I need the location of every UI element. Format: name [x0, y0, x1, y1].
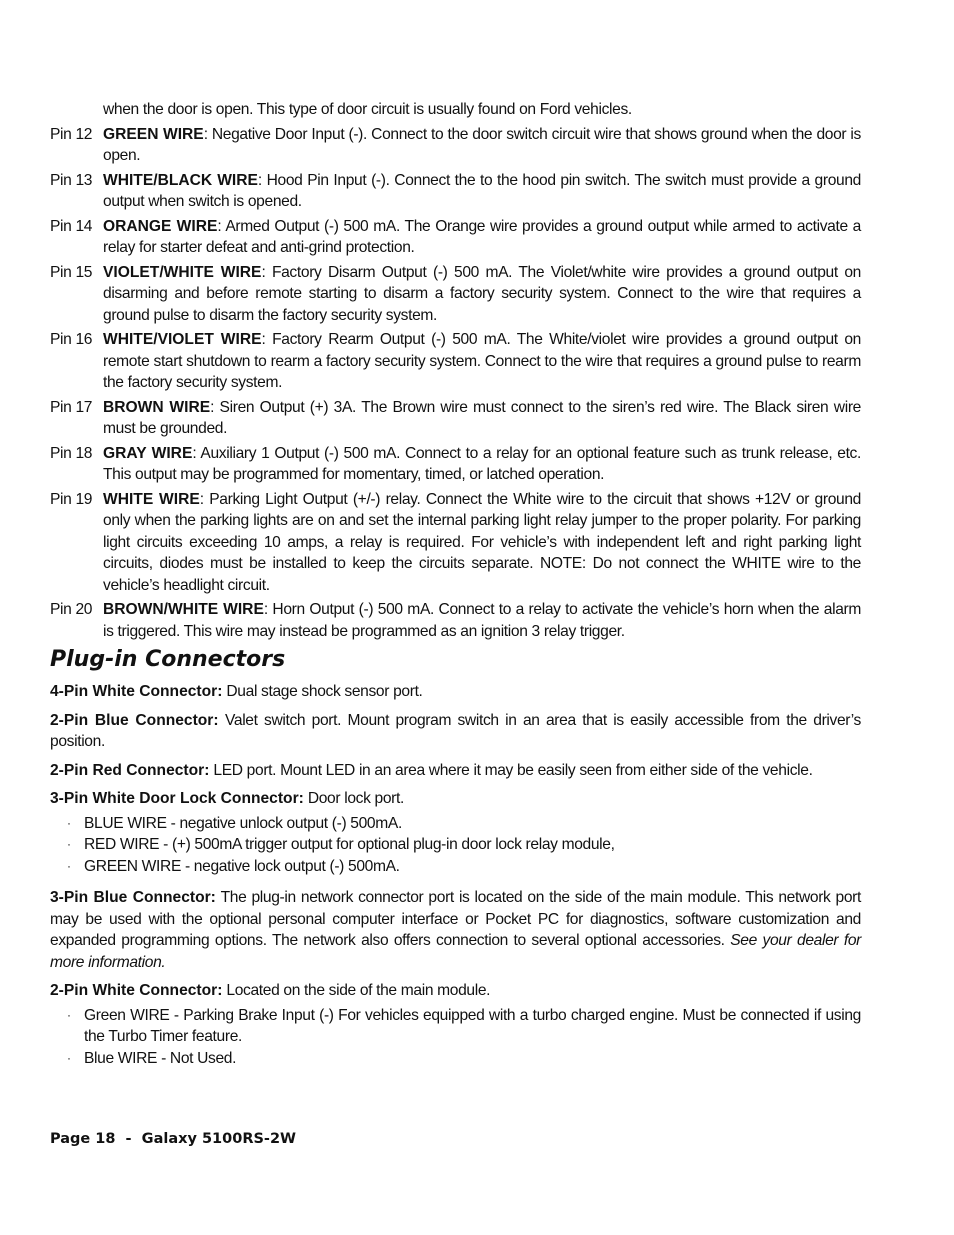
- connector-4pin-white: [50, 681, 861, 703]
- wire-name: WHITE WIRE: [103, 490, 200, 508]
- pin-detail: : Negative Door Input (-). Connect to the door switch circuit wire that shows ground when the door is open.: [103, 125, 861, 164]
- wire-name: WHITE/BLACK WIRE: [103, 171, 258, 189]
- pin-row-19: [50, 489, 861, 597]
- white-connector-wire-list: [50, 1005, 861, 1070]
- list-item-text: Green WIRE - Parking Brake Input (-) For vehicles equipped with a turbo charged engine. Must be connected if using the Turbo Timer feature.: [84, 1006, 861, 1045]
- pin-label: Pin 17: [50, 398, 93, 416]
- wire-name: ORANGE WIRE: [103, 217, 218, 235]
- connector-description: Located on the side of the main module.: [222, 982, 491, 999]
- pin-row-18: [50, 443, 861, 486]
- pin-row-17: [50, 397, 861, 440]
- connector-label: 3-Pin White Door Lock Connector:: [50, 790, 304, 807]
- pin-description: [103, 262, 861, 327]
- pin-detail: : Siren Output (+) 3A. The Brown wire must connect to the siren’s red wire. The Black siren wire must be grounded.: [103, 398, 861, 437]
- pin-detail: : Factory Disarm Output (-) 500 mA. The Violet/white wire provides a ground output on disarming and before remote starting to disarm a factory security system. Connect to the wire that requires a ground pulse to disarm the factory security system.: [103, 263, 861, 324]
- pin-description: [103, 216, 861, 259]
- list-item-text: RED WIRE - (+) 500mA trigger output for optional plug-in door lock relay module,: [84, 836, 615, 853]
- bullet-icon: ·: [67, 1050, 71, 1065]
- pin-label: Pin 13: [50, 171, 93, 189]
- pin-detail: : Auxiliary 1 Output (-) 500 mA. Connect to a relay for an optional feature such as trunk release, etc. This output may be programmed for momentary, timed, or latched operation.: [103, 444, 861, 483]
- bullet-icon: ·: [67, 1007, 71, 1022]
- pin-label: Pin 20: [50, 601, 93, 618]
- list-item: [50, 856, 861, 878]
- manual-page: [50, 99, 861, 1079]
- pin-description: [103, 489, 861, 597]
- list-item: [50, 834, 861, 856]
- bullet-icon: ·: [67, 815, 71, 830]
- connector-label: 4-Pin White Connector:: [50, 683, 223, 700]
- pin-description: [103, 599, 861, 642]
- pin-detail: : Hood Pin Input (-). Connect the to the hood pin switch. The switch must provide a ground output when switch is opened.: [103, 171, 861, 210]
- bullet-icon: ·: [67, 837, 71, 851]
- pin-description: [103, 397, 861, 440]
- list-item-text: BLUE WIRE - negative unlock output (-) 500mA.: [84, 814, 402, 832]
- connector-description: Door lock port.: [303, 790, 404, 807]
- connector-description: Dual stage shock sensor port.: [222, 683, 423, 700]
- connector-label: 2-Pin White Connector:: [50, 982, 223, 999]
- pin-label: Pin 16: [50, 331, 93, 348]
- section-heading: Plug-in Connectors: [50, 647, 286, 672]
- connector-description: Valet switch port. Mount program switch in an area that is easily accessible from the driver’s position.: [50, 711, 861, 750]
- connector-2pin-red: [50, 760, 861, 782]
- pin-row-13: [50, 170, 861, 213]
- pin-detail: : Armed Output (-) 500 mA. The Orange wire provides a ground output while armed to activate a relay for starter defeat and anti-grind protection.: [103, 217, 861, 256]
- connector-description: The plug-in network connector port is located on the side of the main module. This network port may be used with the optional personal computer interface or Pocket PC for diagnostics, software customization and expanded programming options. The network also offers connection to several optional accessories.: [50, 889, 861, 949]
- pin-detail: : Factory Rearm Output (-) 500 mA. The White/violet wire provides a ground output on remote start shutdown to rearm a factory security system. Connect to the wire that requires a ground pulse to rearm the factory security system.: [103, 331, 861, 391]
- connector-3pin-blue: [50, 887, 861, 973]
- pin-row-14: [50, 216, 861, 259]
- pin-label: Pin 12: [50, 125, 93, 143]
- pin-row-16: [50, 329, 861, 394]
- connector-description: LED port. Mount LED in an area where it may be easily seen from either side of the vehicle.: [209, 761, 813, 779]
- connector-2pin-white: [50, 980, 861, 1002]
- dealer-note: See your dealer for more information.: [50, 932, 861, 971]
- pin-label: Pin 14: [50, 217, 93, 235]
- pin-detail: : Parking Light Output (+/-) relay. Connect the White wire to the circuit that shows +12V or ground only when the parking lights are on and set the internal parking light relay jumper to the proper polarity. For parking light circuits exceeding 10 amps, a relay is required. For vehicle’s with independent left and right parking light circuits, diodes must be installed to keep the circuits separate. NOTE: Do not connect the WHITE wire to the vehicle’s headlight circuit.: [103, 490, 861, 594]
- pin-label: Pin 15: [50, 263, 93, 281]
- connector-label: 2-Pin Red Connector:: [50, 761, 210, 779]
- door-lock-wire-list: [50, 813, 861, 878]
- wire-name: BROWN WIRE: [103, 398, 211, 416]
- pin-row-15: [50, 262, 861, 327]
- list-item: [50, 1005, 861, 1048]
- list-item-text: GREEN WIRE - negative lock output (-) 500mA.: [84, 857, 400, 875]
- wire-name: VIOLET/WHITE WIRE: [103, 263, 262, 281]
- list-item: [50, 1048, 861, 1070]
- pin-description: [103, 124, 861, 167]
- wire-name: GREEN WIRE: [103, 125, 204, 143]
- pin-description: [103, 329, 861, 394]
- pin-description: [103, 443, 861, 486]
- bullet-icon: ·: [67, 858, 71, 873]
- continuation-paragraph: [50, 99, 861, 121]
- pin-label: Pin 19: [50, 490, 93, 508]
- connector-2pin-blue: [50, 710, 861, 753]
- wire-name: GRAY WIRE: [103, 444, 193, 462]
- connector-label: 3-Pin Blue Connector:: [50, 889, 216, 906]
- wire-name: BROWN/WHITE WIRE: [103, 601, 264, 618]
- pin-label: Pin 18: [50, 444, 93, 462]
- pin-row-20: [50, 599, 861, 642]
- pin-description: [103, 170, 861, 213]
- list-item-text: Blue WIRE - Not Used.: [84, 1049, 237, 1067]
- wire-name: WHITE/VIOLET WIRE: [103, 331, 262, 348]
- page-footer: Page 18 - Galaxy 5100RS-2W: [50, 1131, 297, 1147]
- continuation-text: when the door is open. This type of door circuit is usually found on Ford vehicles.: [103, 101, 632, 118]
- pin-detail: : Horn Output (-) 500 mA. Connect to a relay to activate the vehicle’s horn when the alarm is triggered. This wire may instead be programmed as an ignition 3 relay trigger.: [103, 601, 861, 640]
- list-item: [50, 813, 861, 835]
- pin-row-12: [50, 124, 861, 167]
- connector-3pin-white-door-lock: [50, 788, 861, 810]
- connector-label: 2-Pin Blue Connector:: [50, 711, 219, 729]
